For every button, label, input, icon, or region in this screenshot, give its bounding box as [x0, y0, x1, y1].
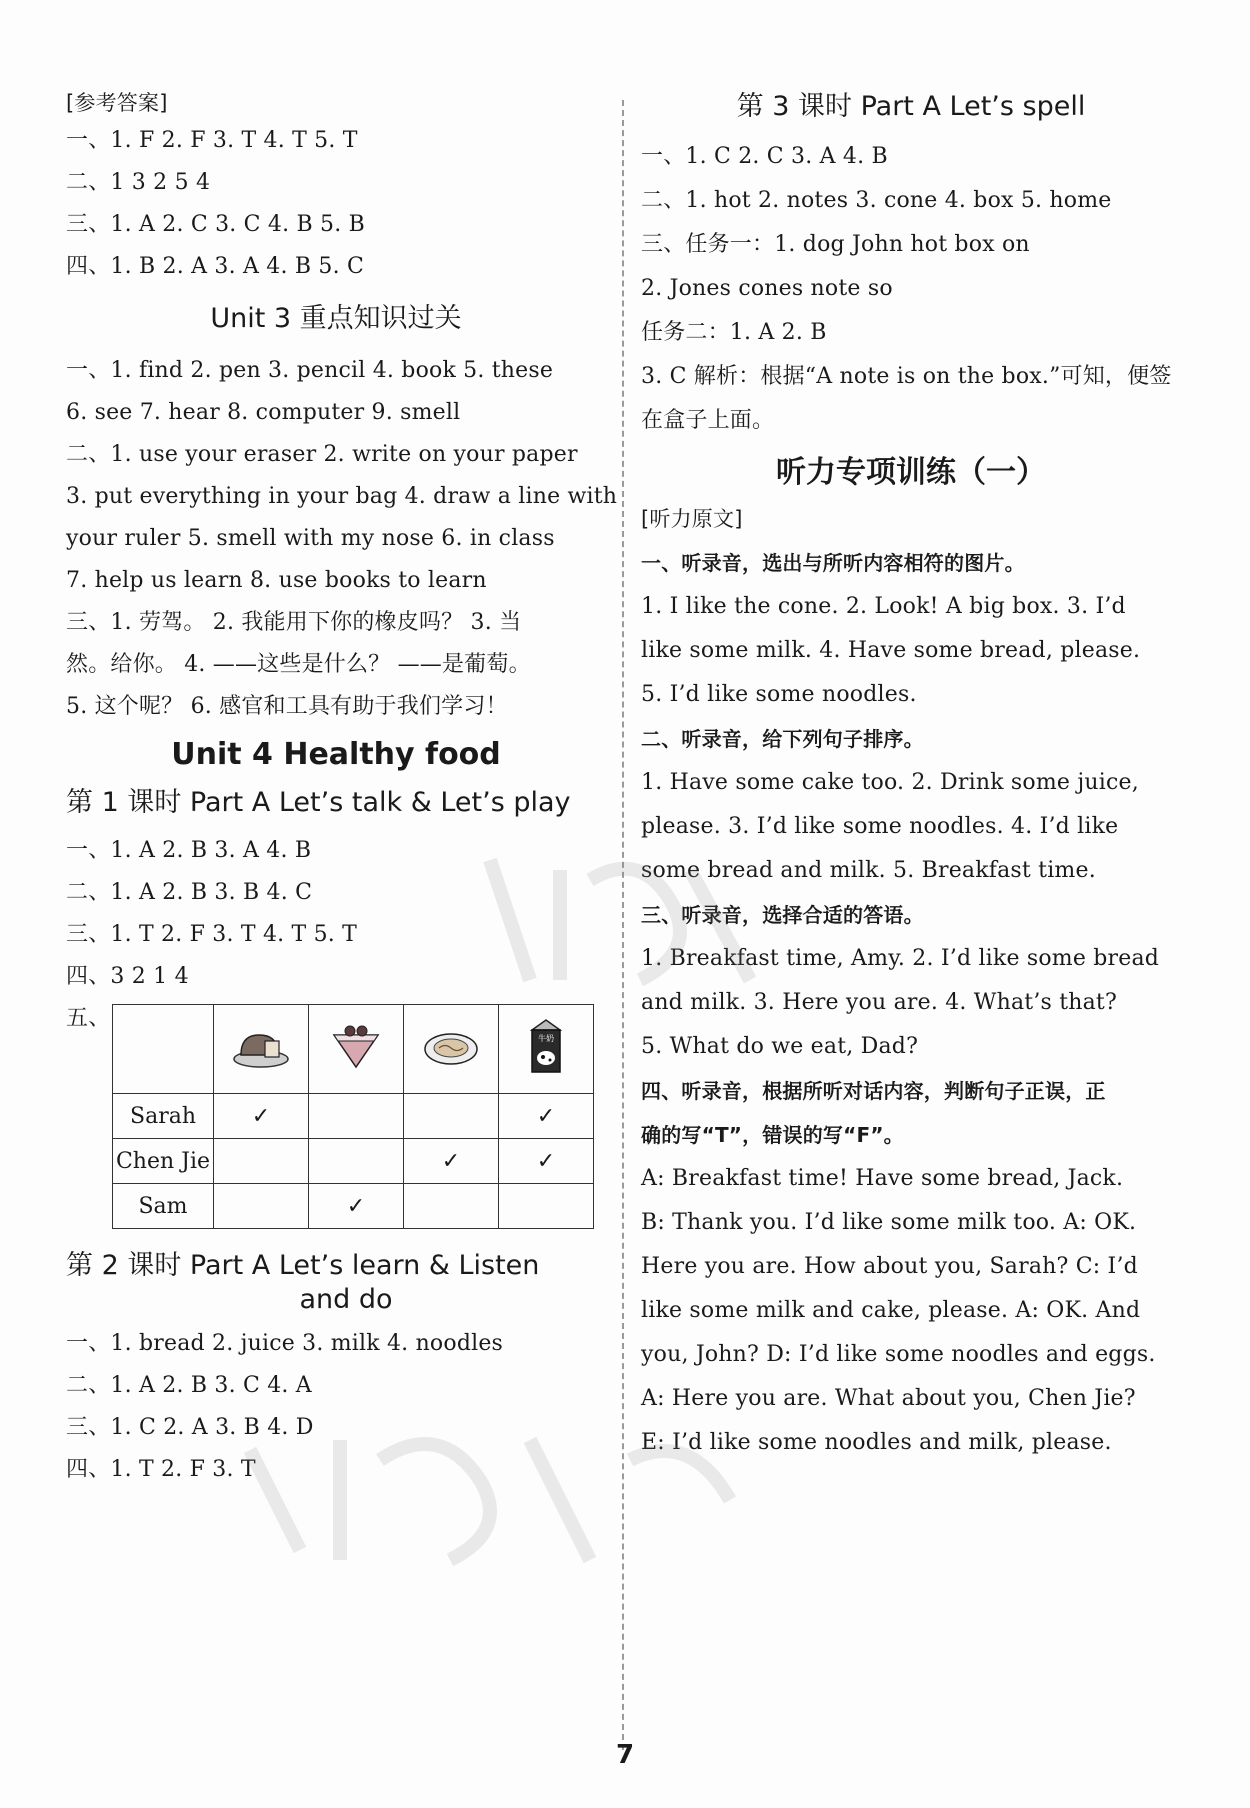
check-cell [499, 1184, 594, 1229]
table-header-cell [309, 1005, 404, 1094]
answer-line: 三、任务一：1. dog John hot box on [641, 232, 1030, 257]
section-title: 四、听录音，根据所听对话内容，判断句子正误，正 [641, 1079, 1106, 1103]
answer-line: 6. see 7. hear 8. computer 9. smell [66, 400, 461, 425]
section-title: 三、听录音，选择合适的答语。 [641, 903, 924, 927]
name-cell: Sarah [113, 1094, 214, 1139]
table-header-cell [404, 1005, 499, 1094]
script-line: 1. I like the cone. 2. Look! A big box. 3. I’d [641, 594, 1126, 619]
script-line: like some milk. 4. Have some bread, please. [641, 638, 1141, 663]
script-line: A: Here you are. What about you, Chen Jie? [641, 1386, 1136, 1411]
table-row [113, 1094, 594, 1139]
check-cell: ✓ [499, 1094, 594, 1139]
answer-line: 三、1. C 2. A 3. B 4. D [66, 1415, 314, 1440]
check-cell [309, 1139, 404, 1184]
name-cell: Chen Jie [113, 1139, 214, 1184]
lesson3-title: 第 3 课时 Part A Let’s spell [736, 91, 1086, 122]
check-cell [404, 1184, 499, 1229]
answer-line: 三、1. T 2. F 3. T 4. T 5. T [66, 922, 358, 947]
script-line: B: Thank you. I’d like some milk too. A: OK. [641, 1210, 1137, 1235]
right-column [641, 90, 1181, 1474]
answer-line: 5. 这个呢？ 6. 感官和工具有助于我们学习！ [66, 694, 508, 719]
answer-line: 3. put everything in your bag 4. draw a line with [66, 484, 618, 509]
script-line: like some milk and cake, please. A: OK. And [641, 1298, 1141, 1323]
check-cell: ✓ [499, 1139, 594, 1184]
answer-line: 一、1. A 2. B 3. A 4. B [66, 838, 312, 863]
answer-line: 四、1. T 2. F 3. T [66, 1457, 256, 1482]
answer-line: 然。给你。 4. ——这些是什么？ ——是葡萄。 [66, 652, 531, 677]
script-line: 1. Have some cake too. 2. Drink some juice, [641, 770, 1139, 795]
answer-line: 3. C 解析：根据“A note is on the box.”可知，便签 [641, 364, 1172, 389]
unit3-title: Unit 3 重点知识过关 [210, 303, 462, 334]
check-cell [214, 1184, 309, 1229]
answer-line: 一、1. C 2. C 3. A 4. B [641, 144, 888, 169]
script-line: some bread and milk. 5. Breakfast time. [641, 858, 1096, 883]
answer-line: 二、1. hot 2. notes 3. cone 4. box 5. home [641, 188, 1112, 213]
page-number: 7 [615, 1740, 635, 1770]
answer-line: 2. Jones cones note so [641, 276, 893, 301]
watermark-graphic [230, 1420, 750, 1570]
table-row [113, 1184, 594, 1229]
lesson2-title-cont: and do [299, 1284, 393, 1315]
script-line: E: I’d like some noodles and milk, please. [641, 1430, 1112, 1455]
check-cell: ✓ [404, 1139, 499, 1184]
table-header-cell [214, 1005, 309, 1094]
section-title-cont: 确的写“T”，错误的写“F”。 [641, 1123, 904, 1147]
lesson1-title: 第 1 课时 Part A Let’s talk & Let’s play [66, 787, 571, 818]
answer-line: 一、1. bread 2. juice 3. milk 4. noodles [66, 1331, 504, 1356]
answer-line: 在盒子上面。 [641, 408, 775, 433]
check-cell [214, 1139, 309, 1184]
unit4-title: Unit 4 Healthy food [171, 737, 501, 772]
script-line: you, John? D: I’d like some noodles and eggs. [641, 1342, 1156, 1367]
answer-line: 7. help us learn 8. use books to learn [66, 568, 487, 593]
answer-line: 四、3 2 1 4 [66, 964, 189, 989]
watermark-graphic [470, 840, 770, 1000]
left-column [66, 90, 618, 1499]
table-label: 五、 [66, 1006, 111, 1031]
script-line: please. 3. I’d like some noodles. 4. I’d like [641, 814, 1119, 839]
section-title: 二、听录音，给下列句子排序。 [641, 727, 924, 751]
script-line: A: Breakfast time! Have some bread, Jack. [641, 1166, 1124, 1191]
answer-line: your ruler 5. smell with my nose 6. in class [66, 526, 555, 551]
script-line: 5. What do we eat, Dad? [641, 1034, 919, 1059]
reference-answers-label: [参考答案] [66, 91, 168, 115]
script-line: 5. I’d like some noodles. [641, 682, 917, 707]
answer-line: 一、1. F 2. F 3. T 4. T 5. T [66, 128, 358, 153]
listening-title: 听力专项训练（一） [776, 455, 1046, 490]
bread-icon [231, 1021, 291, 1071]
cake-icon [326, 1021, 386, 1071]
answer-line: 一、1. find 2. pen 3. pencil 4. book 5. these [66, 358, 554, 383]
script-label: [听力原文] [641, 507, 743, 531]
name-cell: Sam [113, 1184, 214, 1229]
answer-line: 三、1. 劳驾。 2. 我能用下你的橡皮吗？ 3. 当 [66, 610, 522, 635]
lesson2-title: 第 2 课时 Part A Let’s learn & Listen [66, 1250, 540, 1281]
script-line: and milk. 3. Here you are. 4. What’s that? [641, 990, 1117, 1015]
section-title: 一、听录音，选出与所听内容相符的图片。 [641, 551, 1025, 575]
answer-line: 二、1. use your eraser 2. write on your paper [66, 442, 578, 467]
answer-line: 四、1. B 2. A 3. A 4. B 5. C [66, 254, 365, 279]
answer-line: 二、1. A 2. B 3. C 4. A [66, 1373, 312, 1398]
food-table-block [66, 1004, 606, 1229]
check-cell: ✓ [309, 1184, 404, 1229]
food-table [112, 1004, 594, 1229]
answer-line: 二、1 3 2 5 4 [66, 170, 211, 195]
check-cell [309, 1094, 404, 1139]
answer-line: 三、1. A 2. C 3. C 4. B 5. B [66, 212, 365, 237]
answer-line: 二、1. A 2. B 3. B 4. C [66, 880, 313, 905]
script-line: 1. Breakfast time, Amy. 2. I’d like some bread [641, 946, 1160, 971]
table-row [113, 1139, 594, 1184]
table-header-cell [499, 1005, 594, 1094]
check-cell: ✓ [214, 1094, 309, 1139]
script-line: Here you are. How about you, Sarah? C: I’d [641, 1254, 1138, 1279]
answer-line: 任务二：1. A 2. B [641, 320, 827, 345]
milk-label-text: 牛奶 [538, 1034, 554, 1043]
table-header-row [113, 1005, 594, 1094]
table-corner-cell [113, 1005, 214, 1094]
milk-icon [524, 1016, 568, 1076]
noodles-icon [421, 1021, 481, 1071]
check-cell [404, 1094, 499, 1139]
